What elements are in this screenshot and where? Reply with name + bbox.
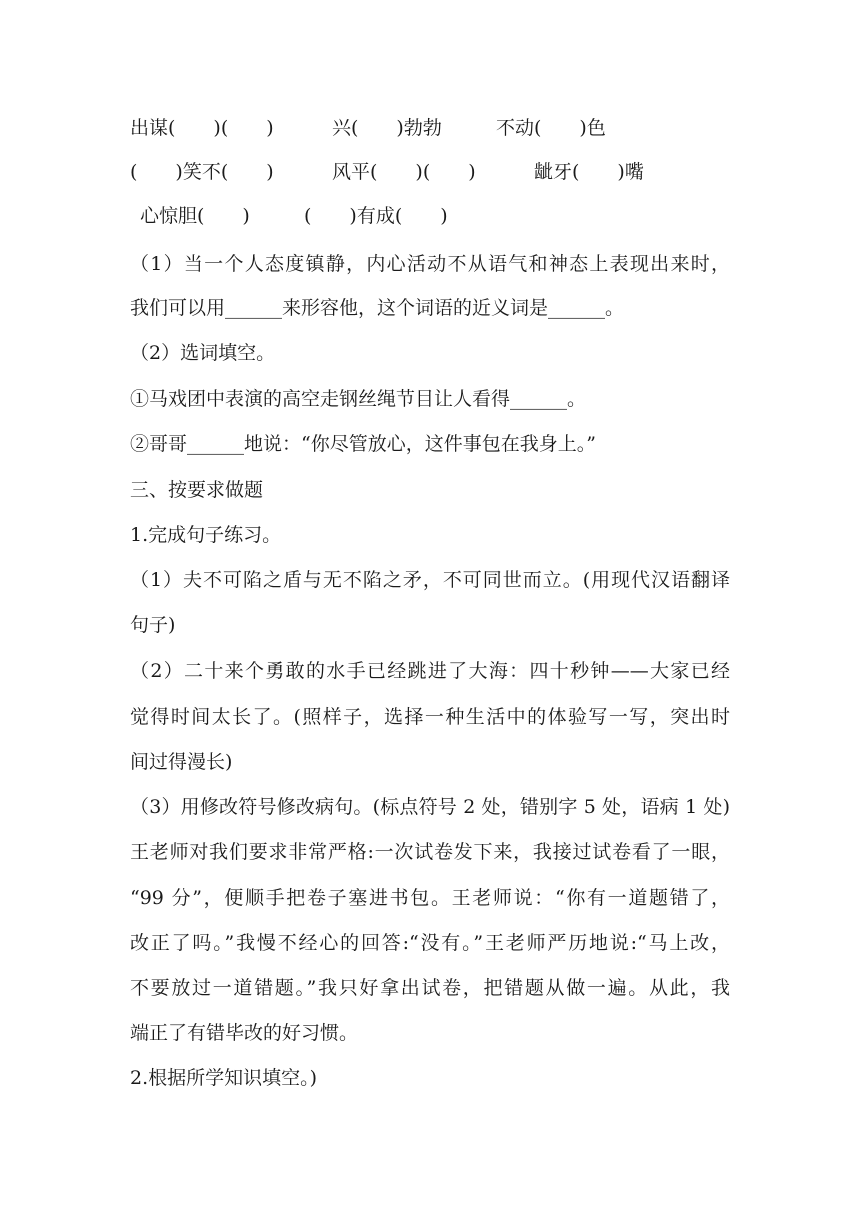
paragraph-line-3: 改正了吗。”我慢不经心的回答:“没有。”王老师严历地说:“马上改， <box>130 932 730 954</box>
item-1-title: 1.完成句子练习。 <box>130 524 282 546</box>
paragraph-line-2: “99 分”，便顺手把卷子塞进书包。王老师说：“你有一道题错了， <box>130 887 730 909</box>
idiom-blank: 龇牙( )嘴 <box>534 161 644 183</box>
question-1-line-1: （1）当一个人态度镇静，内心活动不从语气和神态上表现出来时， <box>130 253 730 275</box>
idiom-blank: 不动( )色 <box>496 117 606 139</box>
question-1-line-2: 我们可以用______来形容他，这个词语的近义词是______。 <box>130 297 625 319</box>
question-2-item-a: ①马戏团中表演的高空走钢丝绳节目让人看得______。 <box>130 388 587 410</box>
sentence-1-line-2: 句子) <box>130 614 176 636</box>
idiom-blank: 心惊胆( ) <box>140 205 250 227</box>
idiom-blank: 风平( )( ) <box>332 161 476 183</box>
question-2-title: （2）选词填空。 <box>130 342 276 364</box>
question-2-item-b: ②哥哥______地说：“你尽管放心，这件事包在我身上。” <box>130 433 596 455</box>
sentence-1-line-1: （1）夫不可陷之盾与无不陷之矛，不可同世而立。(用现代汉语翻译 <box>130 569 730 591</box>
idiom-blank: ( )有成( ) <box>304 205 448 227</box>
paragraph-line-1: 王老师对我们要求非常严格:一次试卷发下来，我接过试卷看了一眼， <box>130 841 730 863</box>
sentence-2-line-3: 间过得漫长) <box>130 751 233 773</box>
item-2-title: 2.根据所学知识填空。) <box>130 1067 318 1089</box>
idiom-blank: ( )笑不( ) <box>130 161 274 183</box>
sentence-3-line-1: （3）用修改符号修改病句。(标点符号 2 处，错别字 5 处，语病 1 处) <box>130 796 730 818</box>
idiom-blank: 出谋( )( ) <box>130 117 274 139</box>
sentence-2-line-2: 觉得时间太长了。(照样子，选择一种生活中的体验写一写，突出时 <box>130 706 730 728</box>
paragraph-line-5: 端正了有错毕改的好习惯。 <box>130 1022 359 1044</box>
sentence-2-line-1: （2）二十来个勇敢的水手已经跳进了大海：四十秒钟——大家已经 <box>130 660 730 682</box>
idiom-blank: 兴( )勃勃 <box>332 117 442 139</box>
paragraph-line-4: 不要放过一道错题。”我只好拿出试卷，把错题从做一遍。从此，我 <box>130 977 730 999</box>
section-3-heading: 三、按要求做题 <box>130 479 264 501</box>
